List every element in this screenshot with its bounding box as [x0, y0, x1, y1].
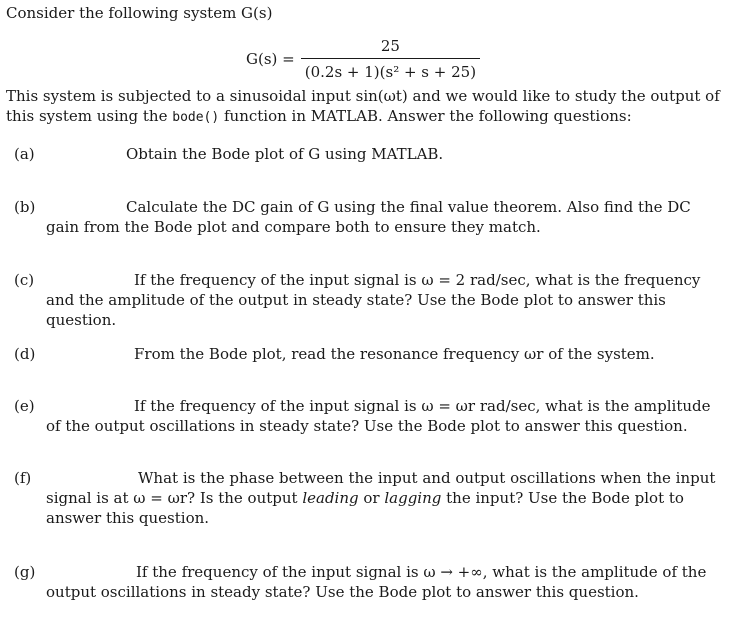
question-label: (b) — [14, 198, 36, 216]
question-text: Calculate the DC gain of G using the final value theorem. Also find the DC gain from the Bode plot and compare both to ensure they match. — [46, 198, 691, 236]
bode-function-code: bode() — [172, 110, 220, 125]
equation-lhs: G(s) = — [246, 50, 295, 68]
intro-text: Consider the following system G(s) — [6, 4, 273, 22]
leading-word: leading — [302, 489, 359, 507]
question-label: (g) — [14, 563, 36, 581]
question-text: If the frequency of the input signal is ω = 2 rad/sec, what is the frequency and the amplitude of the output in steady state? Use the Bode plot to answer this question. — [46, 271, 701, 329]
question-c — [14, 270, 724, 330]
question-label: (c) — [14, 271, 35, 289]
transfer-function-equation — [246, 36, 480, 82]
question-text: If the frequency of the input signal is ω → +∞, what is the amplitude of the output oscillations in steady state? Use the Bode plot to answer this question. — [46, 563, 707, 601]
question-f-text-after: the input? Use the Bode plot to answer this question. — [46, 489, 684, 527]
question-text — [46, 468, 724, 528]
question-text: If the frequency of the input signal is ω = ωr rad/sec, what is the amplitude of the output oscillations in steady state? Use the Bode plot to answer this question. — [46, 397, 711, 435]
question-f — [14, 468, 724, 528]
lagging-word: lagging — [384, 489, 442, 507]
paragraph-part2: function in MATLAB. Answer the following questions: — [219, 107, 632, 125]
question-text: From the Bode plot, read the resonance frequency ωr of the system. — [134, 345, 655, 363]
question-label: (e) — [14, 397, 35, 415]
question-g — [14, 562, 724, 602]
question-label: (d) — [14, 345, 36, 363]
question-text: Obtain the Bode plot of G using MATLAB. — [126, 145, 444, 163]
question-label: (a) — [14, 145, 35, 163]
equation-numerator: 25 — [380, 37, 400, 55]
or-word: or — [358, 489, 385, 507]
equation-denominator: (0.2s + 1)(s² + s + 25) — [301, 58, 480, 82]
question-label: (f) — [14, 469, 32, 487]
paragraph-part1: This system is subjected to a sinusoidal input sin(ωt) and we would like to study the output of this system using the — [6, 87, 720, 125]
equation-fraction — [301, 36, 480, 82]
problem-paragraph — [6, 86, 726, 128]
question-a — [14, 144, 724, 164]
question-e — [14, 396, 724, 436]
question-b — [14, 197, 724, 237]
question-d — [14, 344, 724, 364]
question-f-text-before: What is the phase between the input and output oscillations when the input signal is at ω = ωr? Is the output — [46, 469, 716, 507]
